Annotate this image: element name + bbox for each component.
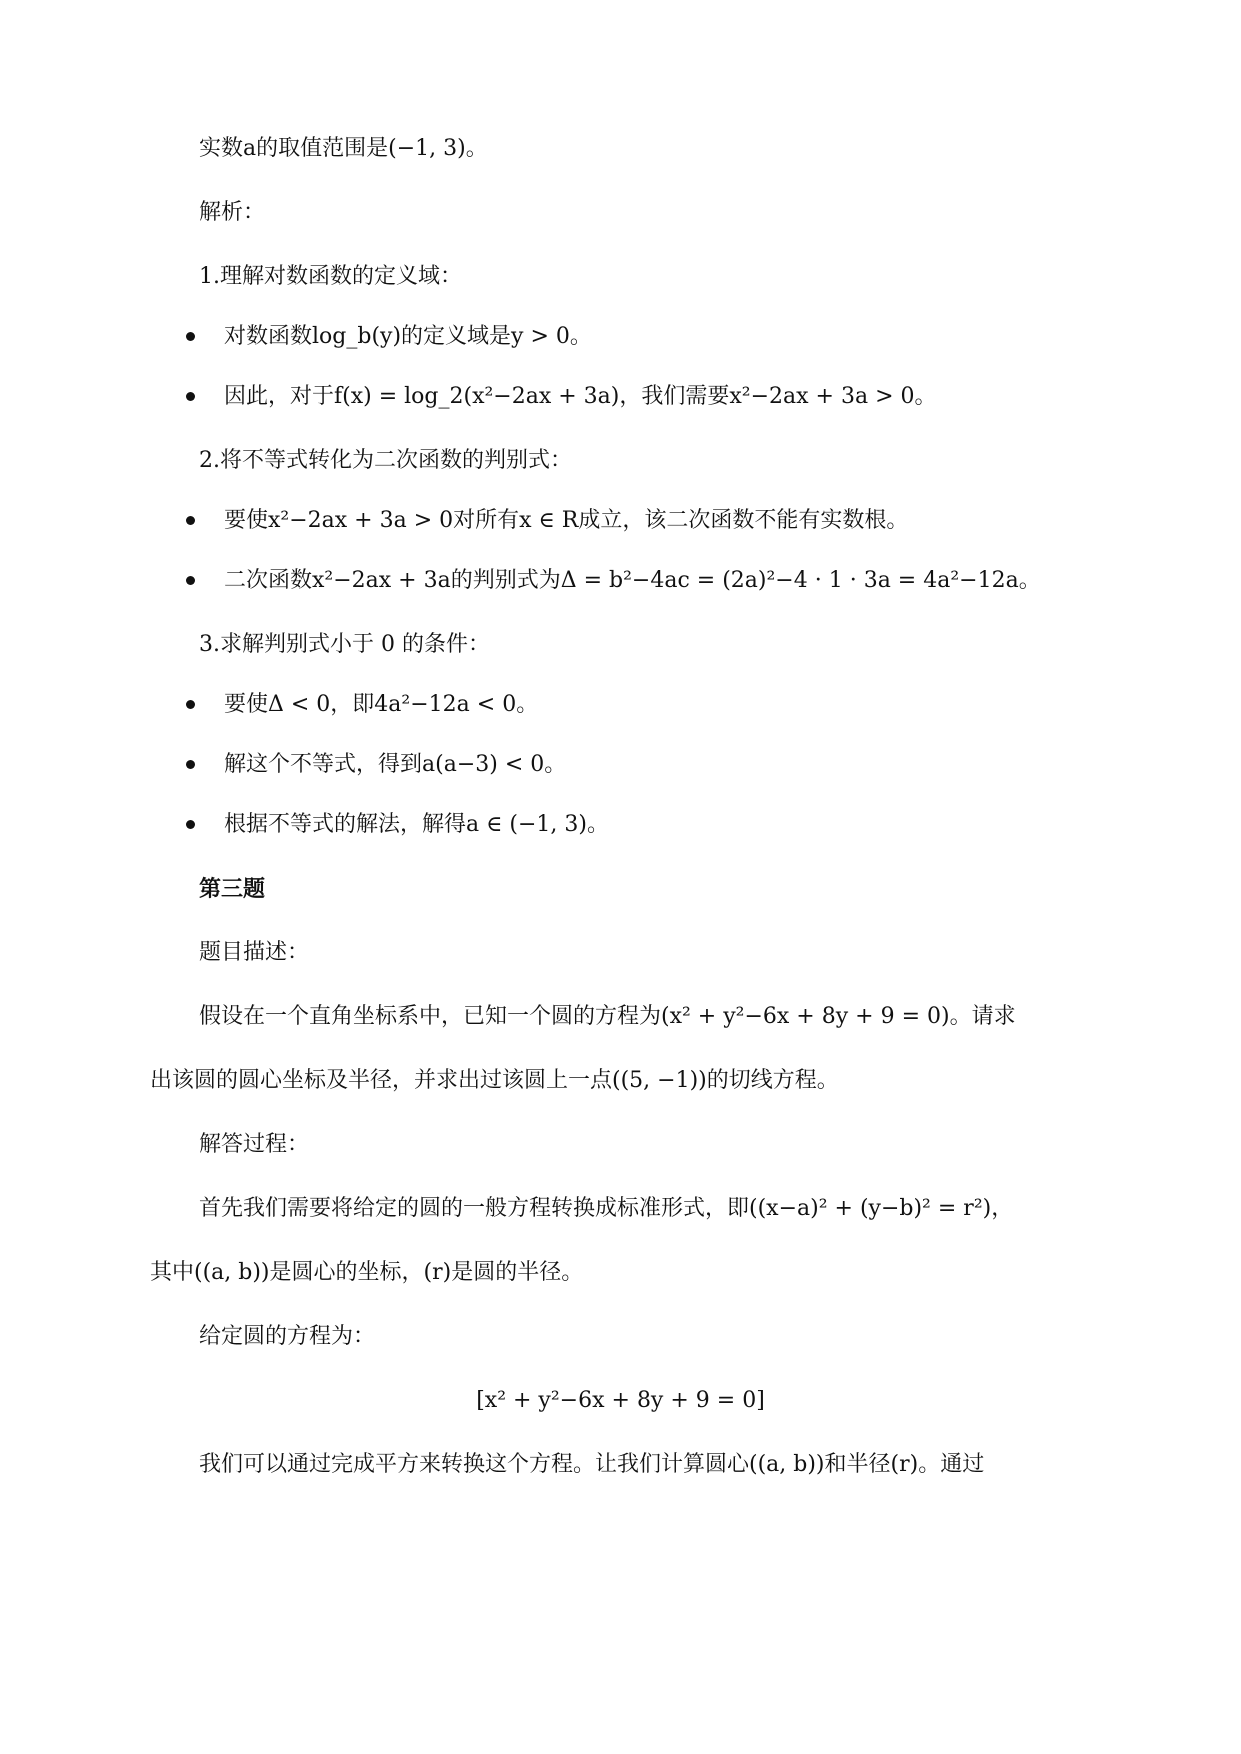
bullet-item: 对数函数log_b(y)的定义域是y > 0。 [224, 324, 592, 349]
step-2-heading: 2.将不等式转化为二次函数的判别式： [199, 448, 572, 473]
section-heading: 第三题 [199, 876, 266, 902]
paragraph-line: 其中((a, b))是圆心的坐标，(r)是圆的半径。 [150, 1260, 584, 1285]
bullet-item: 要使Δ < 0，即4a²−12a < 0。 [224, 692, 539, 717]
step-3-heading: 3.求解判别式小于 0 的条件： [199, 632, 490, 657]
paragraph-line: 我们可以通过完成平方来转换这个方程。让我们计算圆心((a, b))和半径(r)。通过 [199, 1452, 985, 1477]
bullet-icon [186, 760, 195, 769]
display-equation: [x² + y²−6x + 8y + 9 = 0] [476, 1388, 765, 1413]
bullet-item: 根据不等式的解法，解得a ∈ (−1, 3)。 [224, 812, 609, 837]
bullet-item: 因此，对于f(x) = log_2(x²−2ax + 3a)，我们需要x²−2ax + 3a > 0。 [224, 384, 937, 409]
result-line: 实数a的取值范围是(−1, 3)。 [199, 136, 488, 161]
paragraph-line: 假设在一个直角坐标系中，已知一个圆的方程为(x² + y²−6x + 8y + 9 = 0)。请求 [199, 1004, 1016, 1029]
paragraph-line: 给定圆的方程为： [199, 1324, 376, 1349]
paragraph-line: 首先我们需要将给定的圆的一般方程转换成标准形式，即((x−a)² + (y−b)² = r²)， [199, 1196, 1014, 1221]
analysis-label: 解析： [199, 200, 266, 225]
paragraph-line: 出该圆的圆心坐标及半径，并求出过该圆上一点((5, −1))的切线方程。 [150, 1068, 839, 1093]
bullet-item: 二次函数x²−2ax + 3a的判别式为Δ = b²−4ac = (2a)²−4 · 1 · 3a = 4a²−12a。 [224, 568, 1041, 593]
bullet-icon [186, 576, 195, 585]
bullet-icon [186, 392, 195, 401]
bullet-item: 解这个不等式，得到a(a−3) < 0。 [224, 752, 567, 777]
step-1-heading: 1.理解对数函数的定义域： [199, 264, 462, 289]
bullet-icon [186, 700, 195, 709]
solution-label: 解答过程： [199, 1132, 310, 1157]
bullet-icon [186, 332, 195, 341]
bullet-icon [186, 516, 195, 525]
bullet-item: 要使x²−2ax + 3a > 0对所有x ∈ R成立，该二次函数不能有实数根。 [224, 508, 909, 533]
problem-label: 题目描述： [199, 940, 310, 965]
bullet-icon [186, 820, 195, 829]
